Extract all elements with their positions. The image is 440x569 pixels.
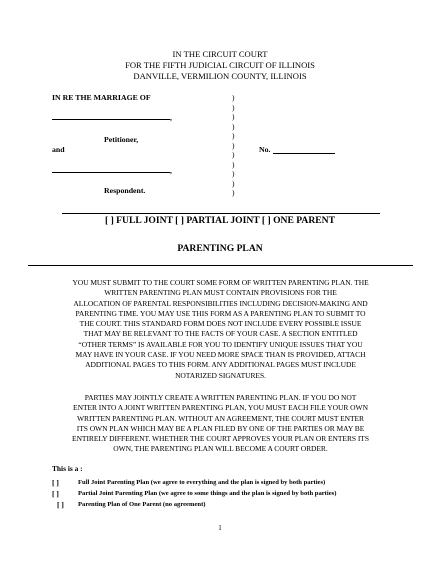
instruction-line: ENTER INTO A JOINT WRITTEN PARENTING PLAN, YOU MUST EACH FILE YOUR OWN <box>73 403 368 413</box>
instruction-line: WRITTEN PARENTING PLAN. WITHOUT AN AGREEMENT, THE COURT MUST ENTER <box>76 413 364 423</box>
instruction-line: WRITTEN PARENTING PLAN MUST CONTAIN PROVISIONS FOR THE <box>104 288 337 298</box>
respondent-label: Respondent. <box>104 186 146 195</box>
instruction-line: MAY HAVE IN YOUR CASE. IF YOU NEED MORE SPACE THAN IS PROVIDED, ATTACH <box>75 350 366 360</box>
one-parent-option-label: Parenting Plan of One Parent (no agreement) <box>78 501 206 508</box>
instruction-line: ITS OWN PLAN WHICH MAY BE A PLAN FILED BY ONE OF THE PARTIES OR MAY BE <box>76 423 365 433</box>
instruction-line: OWN, THE PARENTING PLAN WILL BECOME A COURT ORDER. <box>113 444 328 454</box>
instruction-line: THE COURT. THIS STANDARD FORM DOES NOT INCLUDE EVERY POSSIBLE ISSUE <box>79 319 362 329</box>
caption-paren: ) <box>232 93 235 102</box>
instructions-paragraph-1 <box>28 278 413 381</box>
caption-paren: ) <box>232 112 235 121</box>
respondent-comma: , <box>170 166 172 175</box>
instruction-line: ADDITIONAL PAGES TO THIS FORM. ANY ADDITIONAL PAGES MUST INCLUDE <box>85 360 356 370</box>
caption-paren: ) <box>232 102 235 112</box>
and-label: and <box>52 145 65 154</box>
instruction-line: ALLOCATION OF PARENTAL RESPONSIBILITIES INCLUDING DECISION-MAKING AND <box>73 298 368 308</box>
caption-paren: ) <box>232 121 235 131</box>
caption-paren: ) <box>232 169 235 178</box>
caption-paren: ) <box>232 178 235 188</box>
respondent-name-blank[interactable] <box>52 172 170 173</box>
caption-paren: ) <box>232 150 235 159</box>
instructions-paragraph-2 <box>28 393 413 455</box>
case-number-label: No. <box>259 145 271 154</box>
instruction-line: NOTARIZED SIGNATURES. <box>175 370 266 380</box>
divider <box>62 213 380 214</box>
instruction-line: ENTIRELY DIFFERENT. WHETHER THE COURT APPROVES YOUR PLAN OR ENTERS ITS <box>72 434 369 444</box>
document-title: PARENTING PLAN <box>177 243 263 254</box>
partial-joint-checkbox[interactable]: [ ] <box>52 489 59 498</box>
divider <box>28 265 413 266</box>
caption-paren: ) <box>232 140 235 150</box>
this-is-a-label: This is a : <box>52 464 83 473</box>
petitioner-label: Petitioner, <box>104 135 139 144</box>
petitioner-name-blank[interactable] <box>52 119 170 120</box>
case-number-blank[interactable] <box>273 153 335 154</box>
one-parent-checkbox[interactable]: [ ] <box>57 500 64 509</box>
instruction-line: PARTIES MAY JOINTLY CREATE A WRITTEN PARENTING PLAN. IF YOU DO NOT <box>84 393 357 402</box>
page-number: 1 <box>218 524 222 532</box>
instruction-line: THAT MAY BE RELEVANT TO THE FACTS OF YOUR CASE. A SECTION ENTITLED <box>83 329 358 339</box>
partial-joint-option-label: Partial Joint Parenting Plan (we agree to some things and the plan is signed by both parties) <box>78 490 337 497</box>
court-name: IN THE CIRCUIT COURT <box>172 49 268 59</box>
court-location: DANVILLE, VERMILION COUNTY, ILLINOIS <box>133 71 307 81</box>
instruction-line: YOU MUST SUBMIT TO THE COURT SOME FORM OF WRITTEN PARENTING PLAN. THE <box>72 278 369 287</box>
full-joint-option-label: Full Joint Parenting Plan (we agree to everything and the plan is signed by both parties) <box>78 479 326 486</box>
judicial-circuit: FOR THE FIFTH JUDICIAL CIRCUIT OF ILLINOIS <box>125 60 315 70</box>
caption-paren: ) <box>232 159 235 169</box>
petitioner-comma: , <box>170 113 172 122</box>
caption-paren: ) <box>232 131 235 140</box>
plan-type-options: [ ] FULL JOINT [ ] PARTIAL JOINT [ ] ONE PARENT <box>104 215 336 226</box>
instruction-line: “OTHER TERMS” IS AVAILABLE FOR YOU TO IDENTIFY UNIQUE ISSUES THAT YOU <box>78 339 363 349</box>
caption-paren: ) <box>232 188 235 197</box>
in-re-label: IN RE THE MARRIAGE OF <box>52 93 151 102</box>
instruction-line: PARENTING TIME. YOU MAY USE THIS FORM AS A PARENTING PLAN TO SUBMIT TO <box>75 308 366 318</box>
full-joint-checkbox[interactable]: [ ] <box>52 478 59 487</box>
